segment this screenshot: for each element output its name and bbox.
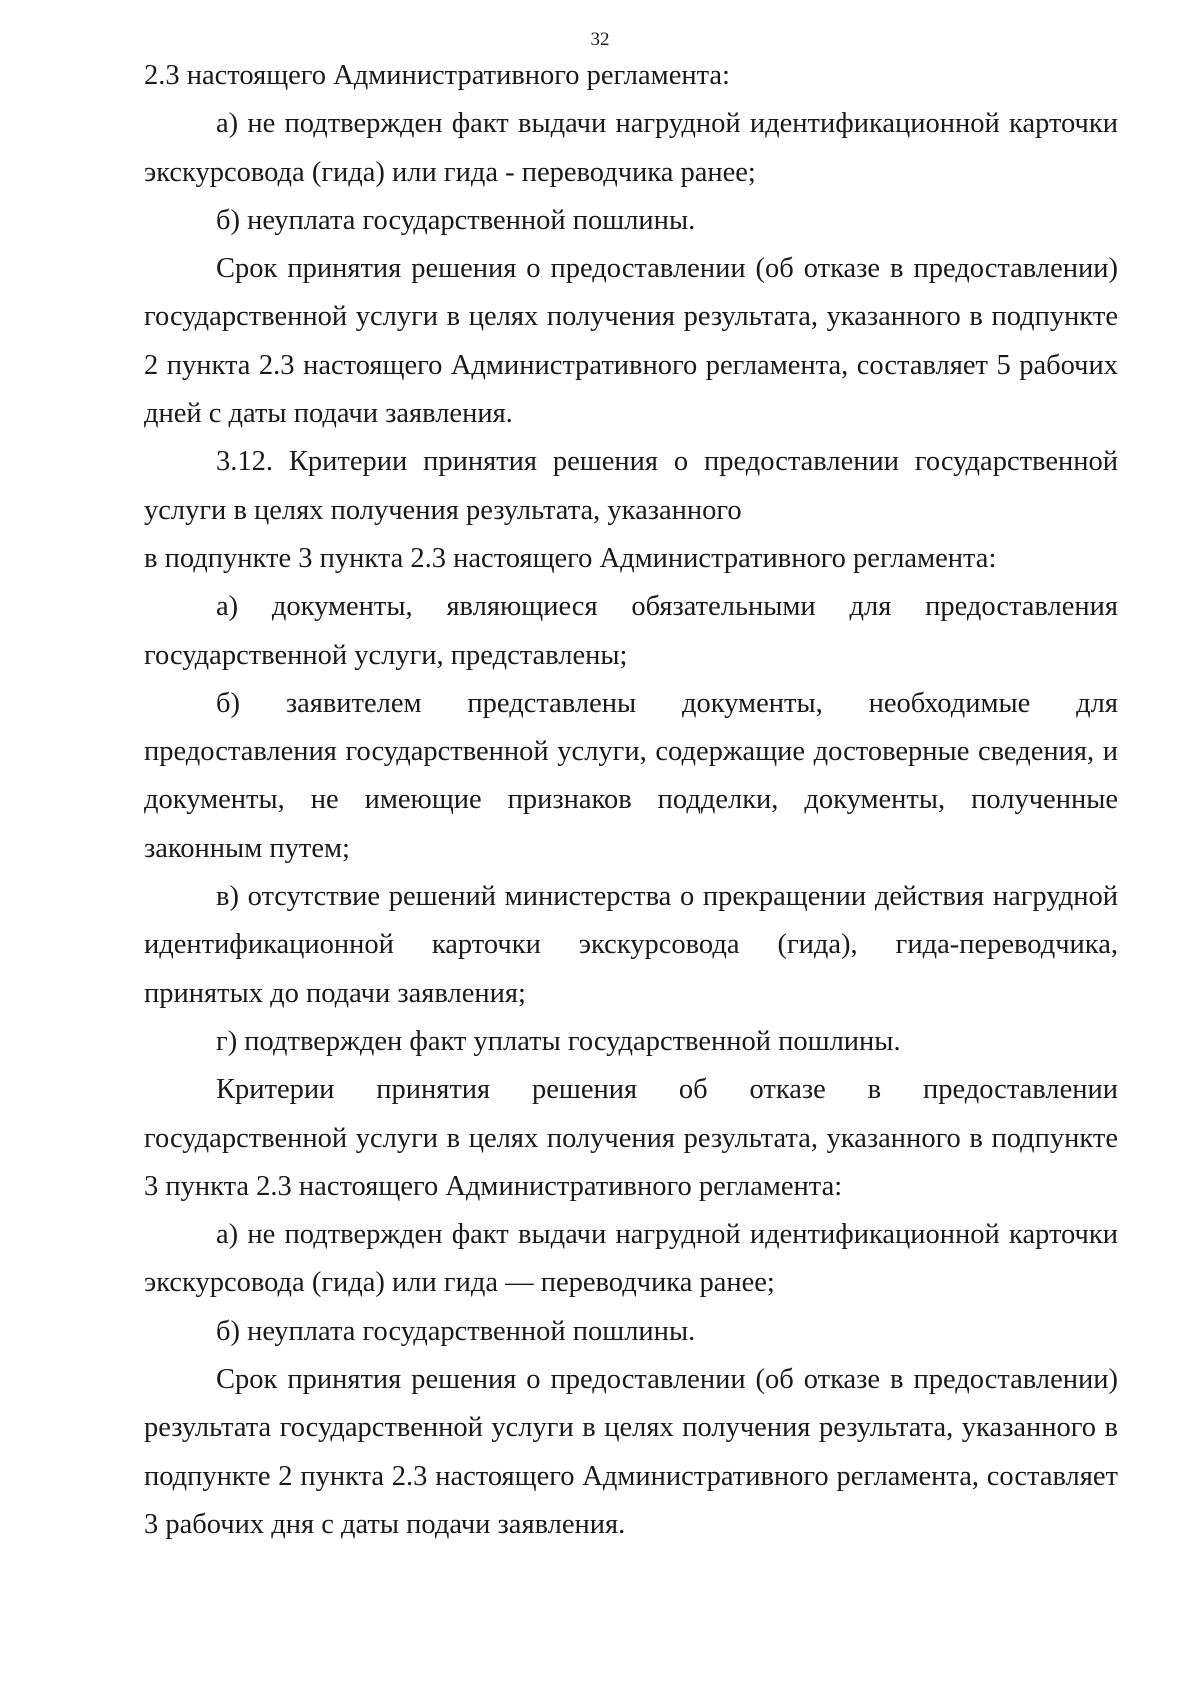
paragraph-section-3-12: 3.12. Критерии принятия решения о предоставлении государственной услуги в целях получения результата, указанного [144,446,1118,526]
paragraph-section-3-12-cont: в подпункте 3 пункта 2.3 настоящего Административного регламента: [144,542,997,574]
paragraph-refusal-criterion-b-2: б) неуплата государственной пошлины. [216,1315,696,1347]
paragraph-refusal-criterion-a: а) не подтвержден факт выдачи нагрудной идентификационной карточки экскурсовода (гида) или гида - переводчика ранее; [144,108,1118,188]
document-body [144,52,1118,1549]
paragraph-refusal-criteria-intro: Критерии принятия решения об отказе в предоставлении государственной услуги в целях получения результата, указанного в подпункте 3 пункта 2.3 настоящего Административного регламента: [144,1074,1118,1202]
page-number: 32 [590,29,610,50]
paragraph-refusal-criterion-a-2: а) не подтвержден факт выдачи нагрудной идентификационной карточки экскурсовода (гида) или гида — переводчика ранее; [144,1219,1118,1299]
paragraph-criterion-a: а) документы, являющиеся обязательными для предоставления государственной услуги, представлены; [144,591,1118,671]
paragraph-criterion-b: б) заявителем представлены документы, необходимые для предоставления государственной услуги, содержащие достоверные сведения, и документы, не имеющие признаков подделки, документы, полученные законным путем; [144,687,1118,864]
paragraph-criterion-v: в) отсутствие решений министерства о прекращении действия нагрудной идентификационной карточки экскурсовода (гида), гида-переводчика, принятых до подачи заявления; [144,881,1118,1009]
paragraph-regulation-ref: 2.3 настоящего Административного регламента: [144,60,730,91]
paragraph-decision-term-2: Срок принятия решения о предоставлении (об отказе в предоставлении) результата государственной услуги в целях получения результата, указанного в подпункте 2 пункта 2.3 настоящего Административного регламента, составляет 3 рабочих дня с даты подачи заявления. [144,1364,1118,1540]
paragraph-refusal-criterion-b: б) неуплата государственной пошлины. [216,204,696,236]
paragraph-criterion-g: г) подтвержден факт уплаты государственной пошлины. [216,1025,901,1057]
paragraph-decision-term: Срок принятия решения о предоставлении (об отказе в предоставлении) государственной услуги в целях получения результата, указанного в подпункте 2 пункта 2.3 настоящего Административного регламента, составляет 5 рабочих дней с даты подачи заявления. [144,253,1118,430]
